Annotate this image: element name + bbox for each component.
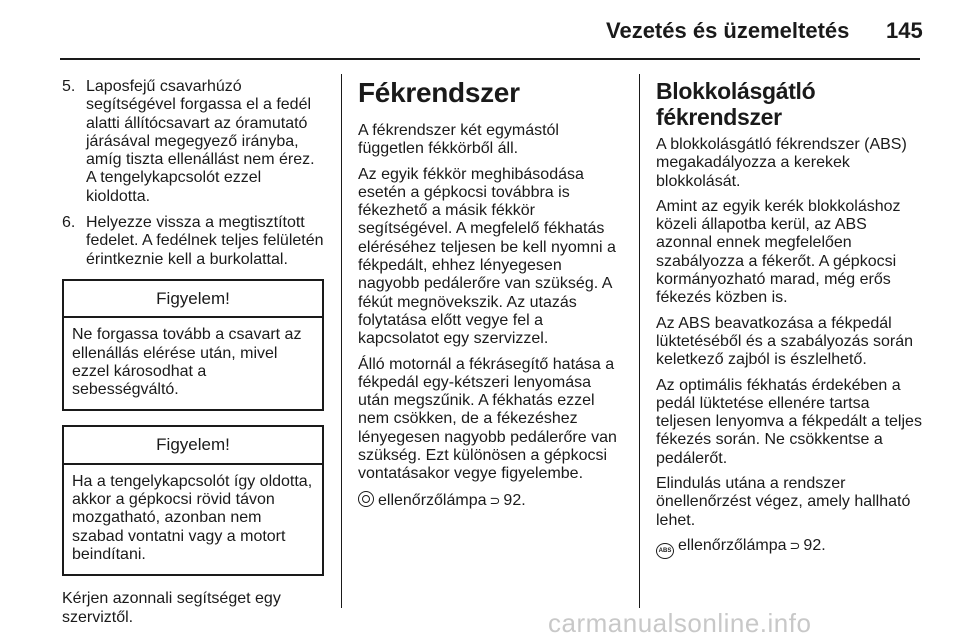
cross-reference-page: 92. [503, 491, 526, 509]
header-divider [60, 58, 920, 60]
warning-notice-body: Ne forgassa tovább a csavart az ellenállás elérése után, mivel ezzel károsodhat a sebességváltó. [72, 326, 302, 399]
paragraph: Az egyik fékkör meghibásodása esetén a gépkocsi továbbra is fékezhető a másik fékkör segítségével. A megfelelő fékhatás eléréséhez teljesen be kell nyomni a fékpedált, ehhez lényegesen nagyobb pedálerőre van szükség. A fékút megnövekszik. Az utazás folytatása előtt vegye fel a kapcsolatot egy szervizzel. [358, 165, 616, 348]
page-header-title: Vezetés és üzemeltetés [606, 18, 850, 43]
section-heading-brakes: Fékrendszer [358, 77, 520, 108]
list-item-number: 5. [62, 78, 76, 95]
paragraph: Az optimális fékhatás érdekében a pedál lüktetése ellenére tartsa teljesen lenyomva a fékpedált a teljes fékezés során. Ne csökkentse a pedálerőt. [656, 376, 922, 467]
list-item-text: Helyezze vissza a megtisztított fedelet. A fedélnek teljes felületén érintkeznie kell a burkolattal. [86, 214, 324, 268]
cross-reference[interactable] [358, 491, 622, 510]
warning-notice-title: Figyelem! [64, 281, 322, 318]
paragraph: A fékrendszer két egymástól független fékkörből áll. [358, 122, 559, 158]
cross-reference-text: ellenőrzőlámpa [378, 491, 487, 509]
paragraph: Álló motornál a fékrásegítő hatása a fékpedál egy-kétszeri lenyomása után megszűnik. A fékhatás ezzel nem csökken, de a fékezéshez lényegesen nagyobb pedálerőre van szükség. Ezt különösen a gépkocsi vontatásakor vegye figyelembe. [358, 355, 617, 483]
paragraph: Az ABS beavatkozása a fékpedál lüktetéséből és a szabályozás során keletkező zajból is észlelhető. [656, 314, 914, 369]
section-heading-abs: Blokkolásgátló fékrendszer [656, 78, 816, 130]
paragraph: Amint az egyik kerék blokkoláshoz közeli állapotba kerül, az ABS azonnal ennek megfelelően szabályozza a fékerőt. A gépkocsi kormányozható marad, még erős fékezés közben is. [656, 197, 901, 307]
warning-notice-title: Figyelem! [64, 427, 322, 464]
cross-reference[interactable] [656, 537, 926, 559]
abs-lamp-icon: ABS [656, 543, 674, 559]
warning-notice [62, 279, 324, 411]
column-divider-1 [341, 74, 342, 608]
list-item-text: Laposfejű csavarhúzó segítségével forgassa el a fedél alatti állítócsavart az óramutató járásával megegyező irányba, amíg tiszta ellenállást nem érez. A tengelykapcsolót ezzel kioldotta. [86, 78, 315, 205]
paragraph: A blokkolásgátló fékrendszer (ABS) megakadályozza a kerekek blokkolását. [656, 136, 907, 190]
warning-notice-body: Ha a tengelykapcsolót így oldotta, akkor a gépkocsi rövid távon mozgatható, azonban nem szabad vontatni vagy a motort beindítani. [72, 472, 313, 563]
watermark: carmanualsonline.info [548, 608, 812, 638]
column-1 [62, 78, 324, 634]
page-number: 145 [886, 18, 923, 43]
cross-reference-text: ellenőrzőlámpa [678, 536, 787, 554]
list-item-number: 6. [62, 214, 76, 232]
warning-notice [62, 425, 324, 576]
list-item [62, 78, 324, 206]
column-divider-2 [639, 74, 640, 608]
column-3 [656, 78, 926, 566]
reference-arrow-icon: ⊃ [489, 492, 501, 508]
brake-warning-lamp-icon [358, 491, 374, 507]
paragraph: Elindulás utána a rendszer önellenőrzést végez, amely hallható lehet. [656, 475, 911, 529]
list-item [62, 214, 324, 269]
cross-reference-page: 92. [803, 536, 826, 554]
reference-arrow-icon: ⊃ [789, 537, 801, 553]
closing-paragraph: Kérjen azonnali segítséget egy szerviztől. [62, 590, 281, 626]
column-2 [358, 78, 622, 517]
